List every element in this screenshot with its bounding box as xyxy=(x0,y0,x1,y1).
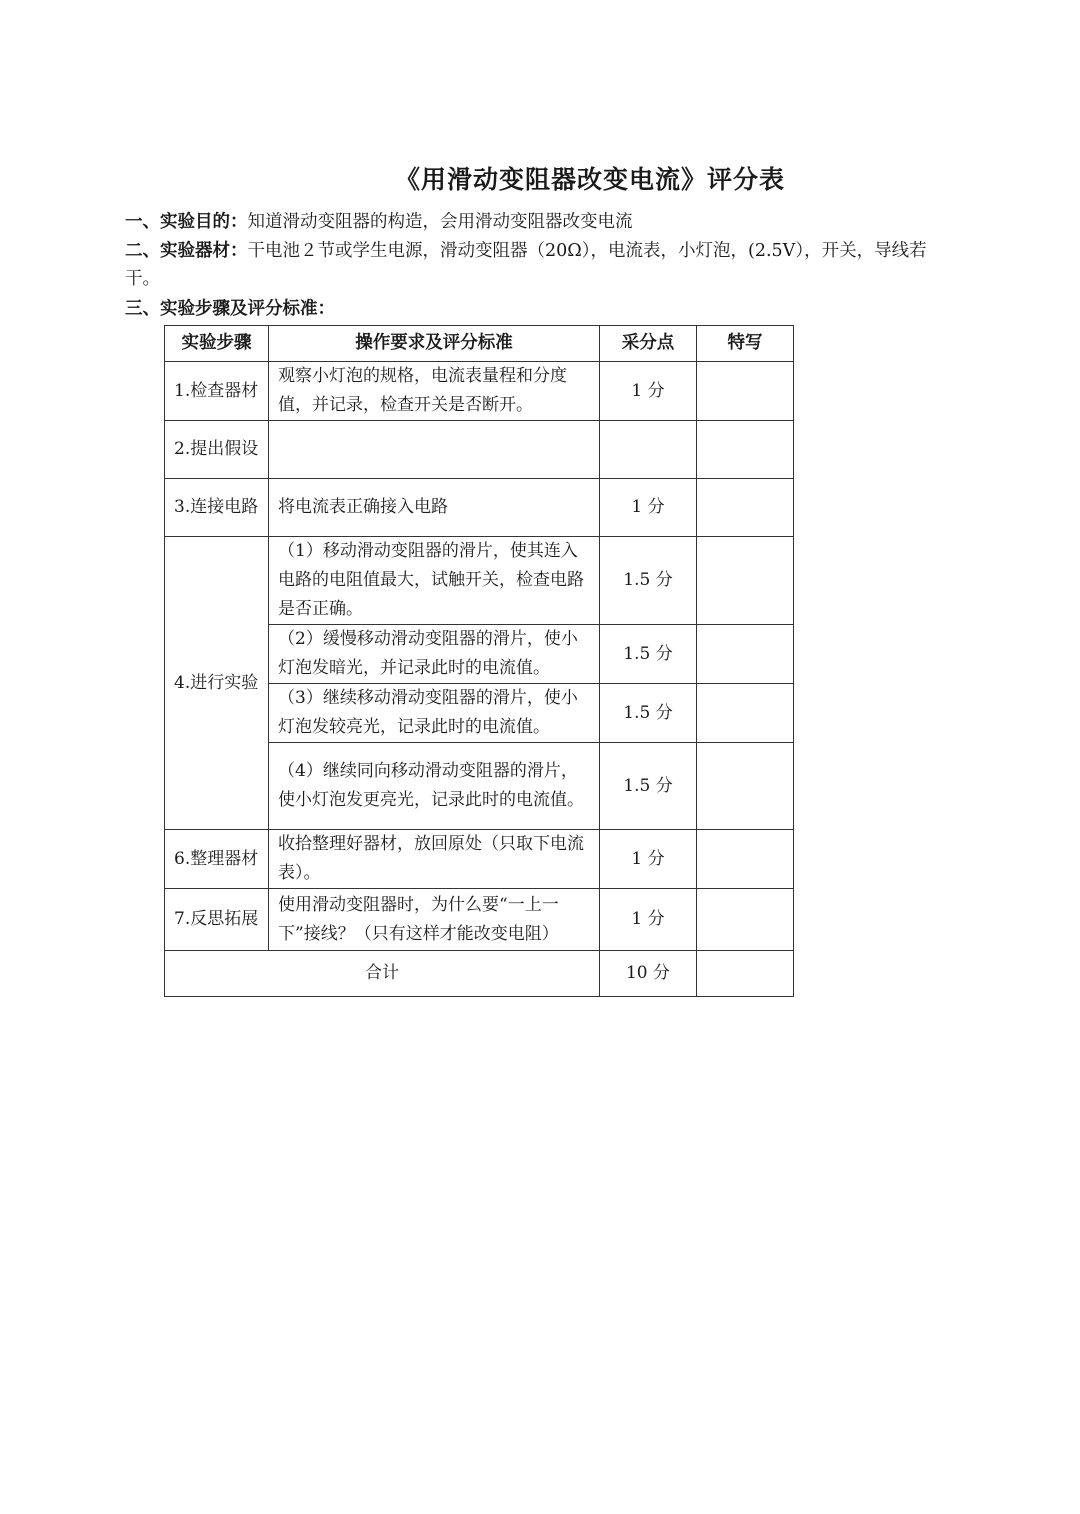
note-cell xyxy=(697,625,794,684)
section-purpose xyxy=(125,208,633,236)
table-row xyxy=(165,830,794,889)
section-equipment-label: 二、实验器材： xyxy=(125,241,248,261)
table-row xyxy=(165,889,794,951)
header-step: 实验步骤 xyxy=(165,326,269,362)
requirement-cell: 收拾整理好器材，放回原处（只取下电流表）。 xyxy=(269,830,600,889)
points-cell: 1.5 分 xyxy=(600,684,697,743)
note-cell xyxy=(697,743,794,830)
points-cell: 1 分 xyxy=(600,889,697,951)
note-cell xyxy=(697,889,794,951)
requirement-cell: （3）继续移动滑动变阻器的滑片，使小灯泡发较亮光，记录此时的电流值。 xyxy=(269,684,600,743)
note-cell xyxy=(697,830,794,889)
step-cell: 1.检查器材 xyxy=(165,362,269,421)
points-cell xyxy=(600,421,697,479)
table-header-row xyxy=(165,326,794,362)
points-cell: 1 分 xyxy=(600,830,697,889)
requirement-cell: （1）移动滑动变阻器的滑片，使其连入电路的电阻值最大，试触开关，检查电路是否正确。 xyxy=(269,537,600,625)
section-purpose-text: 知道滑动变阻器的构造，会用滑动变阻器改变电流 xyxy=(247,212,633,232)
points-cell: 1 分 xyxy=(600,362,697,421)
requirement-cell: （2）缓慢移动滑动变阻器的滑片，使小灯泡发暗光，并记录此时的电流值。 xyxy=(269,625,600,684)
table-total-row xyxy=(165,951,794,997)
header-note: 特写 xyxy=(697,326,794,362)
section-steps xyxy=(125,295,335,323)
header-points: 采分点 xyxy=(600,326,697,362)
note-cell xyxy=(697,421,794,479)
scoring-table xyxy=(164,325,794,997)
step-cell: 3.连接电路 xyxy=(165,479,269,537)
step-cell: 7.反思拓展 xyxy=(165,889,269,951)
points-cell: 1.5 分 xyxy=(600,743,697,830)
requirement-cell: 观察小灯泡的规格，电流表量程和分度值，并记录，检查开关是否断开。 xyxy=(269,362,600,421)
table-row xyxy=(165,421,794,479)
requirement-cell: （4）继续同向移动滑动变阻器的滑片，使小灯泡发更亮光，记录此时的电流值。 xyxy=(269,743,600,830)
table-row xyxy=(165,362,794,421)
step-cell: 2.提出假设 xyxy=(165,421,269,479)
section-equipment xyxy=(125,237,960,293)
points-cell: 1.5 分 xyxy=(600,625,697,684)
points-cell: 1.5 分 xyxy=(600,537,697,625)
section-steps-label: 三、实验步骤及评分标准： xyxy=(125,299,335,319)
section-equipment-text: 干电池２节或学生电源，滑动变阻器（20Ω），电流表，小灯泡，(2.5V），开关，导线若干。 xyxy=(125,241,927,289)
total-label: 合计 xyxy=(165,951,600,997)
note-cell xyxy=(697,479,794,537)
requirement-cell xyxy=(269,421,600,479)
total-points: 10 分 xyxy=(600,951,697,997)
total-note xyxy=(697,951,794,997)
note-cell xyxy=(697,537,794,625)
step-cell: 4.进行实验 xyxy=(165,537,269,830)
points-cell: 1 分 xyxy=(600,479,697,537)
note-cell xyxy=(697,362,794,421)
table-row xyxy=(165,479,794,537)
requirement-cell: 使用滑动变阻器时，为什么要“一上一下”接线？（只有这样才能改变电阻） xyxy=(269,889,600,951)
step-cell: 6.整理器材 xyxy=(165,830,269,889)
requirement-cell: 将电流表正确接入电路 xyxy=(269,479,600,537)
table-row xyxy=(165,537,794,625)
header-requirement: 操作要求及评分标准 xyxy=(269,326,600,362)
section-purpose-label: 一、实验目的： xyxy=(125,212,248,232)
document-title: 《用滑动变阻器改变电流》评分表 xyxy=(394,165,785,194)
note-cell xyxy=(697,684,794,743)
